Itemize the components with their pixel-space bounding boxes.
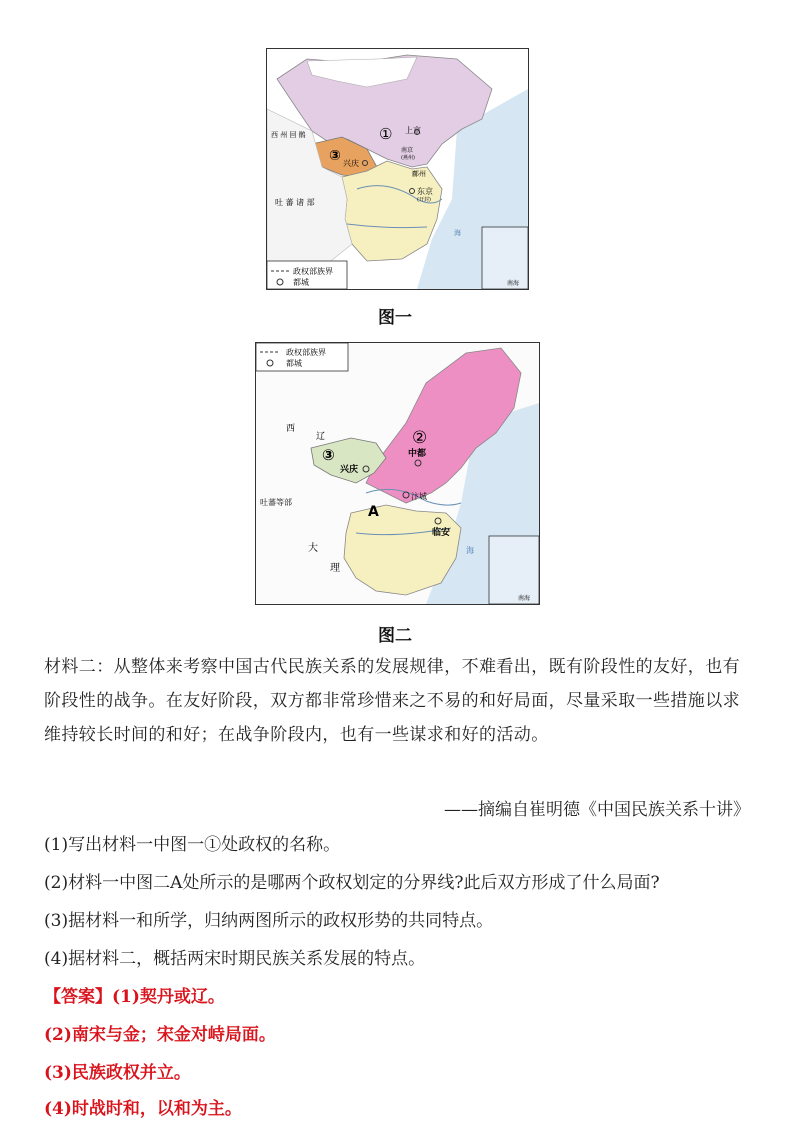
figure-2-caption: 图二: [378, 626, 412, 646]
legend-capital-label: 都城: [286, 359, 302, 368]
answer-2: (2)南宋与金；宋金对峙局面。: [44, 1025, 276, 1045]
label-da: 大: [308, 543, 318, 554]
label-liao: 辽: [316, 432, 326, 442]
label-nanjing-sub: (燕州): [401, 155, 415, 161]
label-dongjing-sub: (开封): [417, 197, 431, 203]
south-sea-inset: [489, 536, 539, 604]
label-lin-an: 临安: [432, 528, 451, 538]
label-fuzhou: 鄜州: [412, 170, 426, 178]
label-shangjing: 上京: [405, 126, 421, 135]
label-xizhou-huihu: 西 州 回 鹘: [271, 131, 306, 139]
label-nanjing: 南京: [401, 147, 414, 154]
label-zhongdu: 中都: [408, 449, 427, 459]
map-figure-1: [266, 48, 529, 290]
material-2-paragraph: 材料二：从整体来考察中国古代民族关系的发展规律，不难看出，既有阶段性的友好，也有阶段性的战争。在友好阶段，双方都非常珍惜来之不易的和好局面，尽量采取一些措施以求维持较长时间的和好；在战争阶段内，也有一些谋求和好的活动。: [44, 657, 740, 745]
answer-1: 【答案】(1)契丹或辽。: [44, 987, 225, 1007]
label-dongjing: 东京: [417, 187, 433, 196]
region-marker-3: ③: [329, 148, 341, 164]
label-sea: 海: [466, 546, 474, 555]
legend-border-label: 政权部族界: [293, 267, 333, 276]
region-marker-3: ③: [322, 446, 335, 464]
question-4: (4)据材料二，概括两宋时期民族关系发展的特点。: [44, 949, 426, 969]
question-2: (2)材料一中图二A处所示的是哪两个政权划定的分界线?此后双方形成了什么局面?: [44, 873, 660, 893]
label-xingqing: 兴庆: [343, 159, 359, 168]
label-xi: 西: [286, 424, 296, 434]
figure-1-caption: 图一: [378, 308, 412, 328]
label-nanhai: 南海: [518, 595, 531, 602]
legend-capital-label: 都城: [293, 278, 309, 287]
label-biancheng: 汴城: [411, 492, 427, 501]
south-sea-inset: [482, 227, 528, 289]
label-sea: 海: [454, 229, 461, 237]
label-A: A: [368, 504, 379, 520]
legend-border-label: 政权部族界: [286, 348, 326, 357]
material-2-source: ——摘编自崔明德《中国民族关系十讲》: [444, 800, 750, 820]
label-xingqing: 兴庆: [340, 465, 359, 475]
label-tubo: 吐 蕃 诸 部: [275, 198, 315, 207]
label-li: 理: [330, 563, 340, 574]
region-marker-1: ①: [379, 125, 393, 143]
map-figure-2: [255, 342, 540, 605]
song-territory: [342, 161, 442, 261]
label-tubo: 吐蕃等部: [260, 498, 292, 507]
question-1: (1)写出材料一中图一①处政权的名称。: [44, 835, 341, 855]
answer-4: (4)时战时和，以和为主。: [44, 1099, 242, 1119]
map-1-svg: [267, 49, 528, 289]
answer-3: (3)民族政权并立。: [44, 1063, 191, 1083]
label-nanhai: 南海: [507, 280, 520, 287]
region-marker-2: ②: [412, 428, 428, 448]
map-2-svg: [256, 343, 539, 604]
question-3: (3)据材料一和所学，归纳两图所示的政权形势的共同特点。: [44, 911, 494, 931]
